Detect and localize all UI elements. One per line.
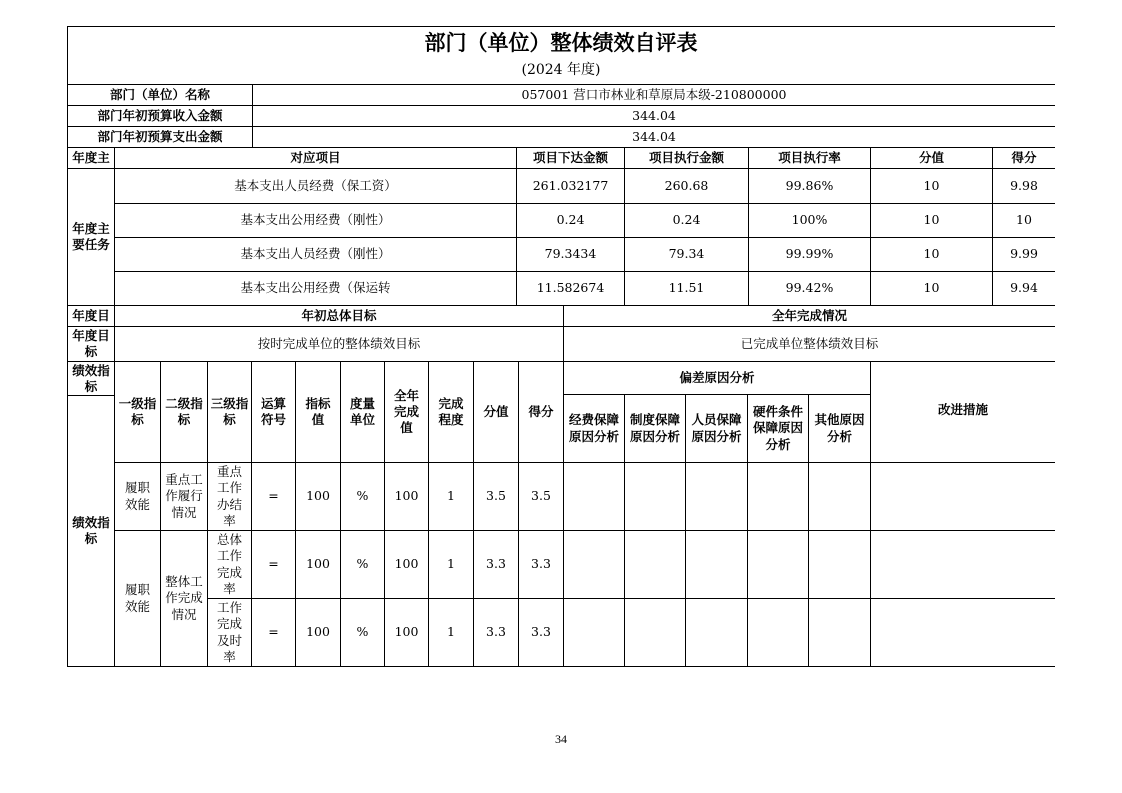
perf-level2: 整体工作完成情况 [165, 574, 203, 622]
task-header-col0: 年度主 [72, 149, 110, 165]
task-executed: 260.68 [664, 177, 709, 193]
perf-header-dev-hardware: 硬件条件保障原因分析 [752, 404, 803, 452]
goal-completion: 已完成单位整体绩效目标 [740, 335, 879, 351]
page-number: 34 [555, 732, 567, 746]
task-header-score-value: 分值 [918, 149, 944, 165]
task-score-value: 10 [923, 212, 940, 228]
task-score: 10 [1016, 212, 1032, 228]
perf-target: 100 [306, 556, 330, 572]
task-score-value: 10 [923, 177, 940, 193]
perf-operator: = [268, 556, 279, 572]
task-rate: 100% [791, 212, 828, 228]
goal-initial: 按时完成单位的整体绩效目标 [257, 335, 421, 351]
task-issued: 0.24 [556, 212, 585, 228]
perf-degree: 1 [447, 556, 455, 572]
task-issued: 79.3434 [544, 246, 597, 262]
expense-label: 部门年初预算支出金额 [97, 128, 223, 144]
perf-operator: = [268, 624, 279, 640]
perf-level1: 履职效能 [124, 582, 150, 614]
task-project: 基本支出公用经费（刚性） [240, 212, 391, 228]
perf-header-level1: 一级指标 [118, 395, 157, 427]
perf-level1: 履职效能 [124, 480, 150, 512]
perf-score: 3.3 [531, 556, 551, 572]
income-value: 344.04 [632, 107, 676, 123]
task-executed: 0.24 [672, 212, 701, 228]
task-header-project: 对应项目 [290, 149, 341, 165]
task-score: 9.98 [1010, 177, 1038, 193]
task-rate: 99.99% [785, 246, 834, 262]
perf-target: 100 [306, 624, 330, 640]
perf-score-value: 3.5 [486, 488, 506, 504]
perf-header-dev-personnel: 人员保障原因分析 [691, 412, 742, 444]
page-subtitle: (2024 年度) [521, 61, 601, 78]
task-project: 基本支出人员经费（保工资） [234, 177, 397, 193]
page-title: 部门（单位）整体绩效自评表 [424, 31, 698, 56]
perf-score-value: 3.3 [486, 624, 506, 640]
perf-header-level3: 三级指标 [210, 395, 249, 427]
perf-header-unit: 度量单位 [349, 395, 375, 427]
perf-operator: = [268, 488, 279, 504]
task-label: 年度主要任务 [72, 220, 110, 252]
perf-annual: 100 [394, 556, 419, 572]
goal-header-completion: 全年完成情况 [771, 307, 847, 323]
perf-level3: 重点工作办结率 [216, 464, 242, 528]
perf-degree: 1 [447, 624, 455, 640]
perf-header-col0: 绩效指标 [72, 363, 110, 395]
perf-target: 100 [306, 488, 330, 504]
perf-header-score: 得分 [528, 403, 554, 419]
goal-header-col0: 年度目 [72, 307, 110, 323]
perf-header-dev-other: 其他原因分析 [814, 412, 865, 444]
perf-header-annual: 全年完成值 [393, 387, 419, 436]
dept-name-label: 部门（单位）名称 [109, 86, 210, 102]
perf-unit: % [356, 624, 369, 640]
goal-header-initial: 年初总体目标 [301, 307, 377, 323]
perf-header-operator: 运算符号 [260, 395, 286, 427]
perf-header-score-value: 分值 [483, 403, 509, 419]
perf-header-target: 指标值 [305, 395, 331, 427]
perf-label: 绩效指标 [72, 514, 110, 546]
perf-degree: 1 [447, 488, 455, 504]
perf-header-level2: 二级指标 [165, 395, 203, 427]
perf-unit: % [356, 556, 369, 572]
task-score: 9.99 [1010, 246, 1038, 262]
perf-score: 3.5 [531, 488, 551, 504]
task-score-value: 10 [923, 280, 940, 296]
perf-level3: 总体工作完成率 [216, 532, 242, 596]
perf-score: 3.3 [531, 624, 551, 640]
task-header-issued: 项目下达金额 [532, 149, 608, 165]
task-rate: 99.86% [785, 177, 834, 193]
perf-header-dev-funding: 经费保障原因分析 [568, 412, 619, 444]
perf-header-degree: 完成程度 [438, 395, 464, 427]
task-score-value: 10 [923, 246, 940, 262]
task-score: 9.94 [1010, 280, 1038, 296]
task-project: 基本支出公用经费（保运转 [240, 280, 391, 296]
perf-header-improve: 改进措施 [937, 402, 988, 417]
task-executed: 11.51 [668, 280, 705, 296]
perf-level2: 重点工作履行情况 [165, 472, 203, 520]
perf-level3: 工作完成及时率 [216, 600, 242, 664]
task-header-score: 得分 [1011, 149, 1037, 165]
task-issued: 11.582674 [536, 280, 605, 296]
income-label: 部门年初预算收入金额 [97, 107, 223, 123]
task-issued: 261.032177 [532, 177, 609, 193]
task-header-rate: 项目执行率 [778, 149, 841, 165]
border-bottom [67, 666, 1055, 667]
task-project: 基本支出人员经费（刚性） [240, 246, 391, 262]
perf-header-dev-system: 制度保障原因分析 [629, 412, 680, 444]
perf-annual: 100 [394, 488, 419, 504]
task-executed: 79.34 [668, 246, 705, 262]
perf-header-deviation: 偏差原因分析 [679, 369, 755, 385]
perf-unit: % [356, 488, 369, 504]
task-header-executed: 项目执行金额 [648, 149, 724, 165]
expense-value: 344.04 [632, 128, 676, 144]
perf-annual: 100 [394, 624, 419, 640]
task-rate: 99.42% [785, 280, 834, 296]
goal-row-label: 年度目标 [72, 328, 110, 360]
performance-table [67, 26, 1055, 667]
dept-name-value: 057001 营口市林业和草原局本级-210800000 [521, 86, 787, 102]
perf-score-value: 3.3 [486, 556, 506, 572]
